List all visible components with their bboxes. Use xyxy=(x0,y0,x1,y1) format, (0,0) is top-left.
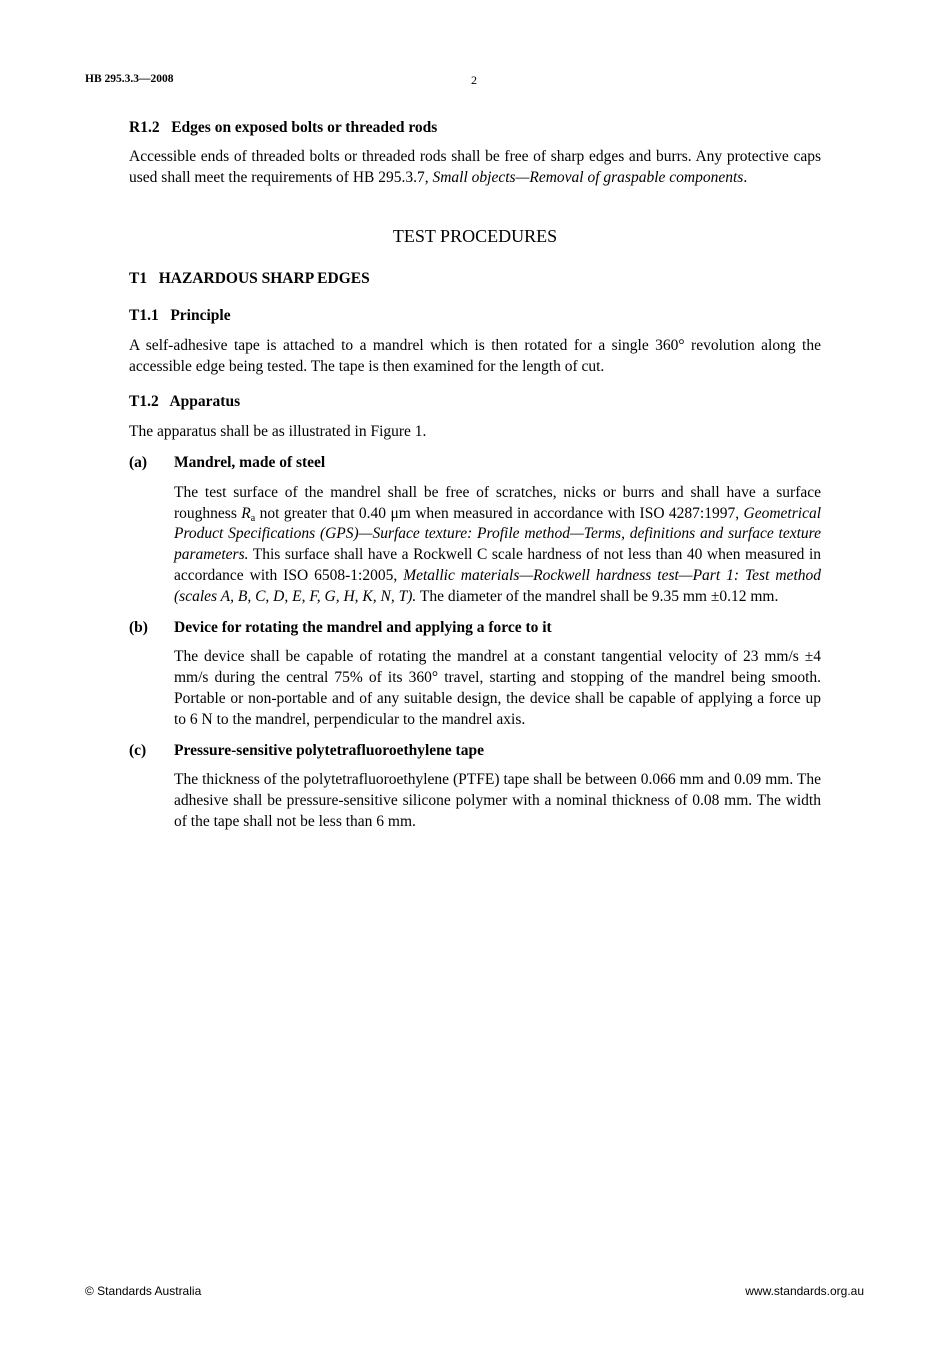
item-c-title: Pressure-sensitive polytetrafluoroethylene tape xyxy=(174,741,484,759)
clause-t12-heading: T1.2 Apparatus xyxy=(129,393,241,411)
apparatus-item-b xyxy=(129,618,821,731)
item-a-text: The test surface of the mandrel shall be free of scratches, nicks or burrs and shall have a surface roughness $R_a$ not greater that 0.40 μm when measured in accordance with ISO 4287:1997, Geometrical Product Specifications (GPS)—Surface texture: Profile method—Terms, definitions and surface texture parameters. This surface shall have a Rockwell C scale hardness of not less than 40 when measured in accordance with ISO 6508-1:2005, Metallic materials—Rockwell hardness test—Part 1: Test method (scales A, B, C, D, E, F, G, H, K, N, T). The diameter of the mandrel shall be 9.35 mm ±0.12 mm. xyxy=(174,483,822,605)
apparatus-item-a xyxy=(129,453,821,608)
clause-t12-text: The apparatus shall be as illustrated in Figure 1. xyxy=(129,423,427,441)
section-title: TEST PROCEDURES xyxy=(392,226,558,247)
clause-r12-text: Accessible ends of threaded bolts or threaded rods shall be free of sharp edges and burrs. Any protective caps used shall meet the requirements of HB 295.3.7, Small objects—Removal of graspable components. xyxy=(129,147,821,186)
clause-r12-heading: R1.2 Edges on exposed bolts or threaded rods xyxy=(129,119,438,136)
page-content xyxy=(129,118,821,843)
item-a-label: (a) xyxy=(129,453,148,471)
footer-copyright: © Standards Australia xyxy=(85,1284,202,1298)
item-c-label: (c) xyxy=(129,741,147,759)
item-b-label: (b) xyxy=(129,618,148,636)
footer-website-link[interactable]: www.standards.org.au xyxy=(745,1284,864,1298)
clause-t1-heading: T1 HAZARDOUS SHARP EDGES xyxy=(129,270,370,288)
item-b-title: Device for rotating the mandrel and applying a force to it xyxy=(174,618,552,636)
clause-t11-text: A self-adhesive tape is attached to a mandrel which is then rotated for a single 360° revolution along the accessible edge being tested. The tape is then examined for the length of cut. xyxy=(129,336,821,375)
clause-t11-heading: T1.1 Principle xyxy=(129,306,231,324)
item-a-title: Mandrel, made of steel xyxy=(174,453,326,471)
page-number: 2 xyxy=(471,73,477,87)
item-c-text: The thickness of the polytetrafluoroethylene (PTFE) tape shall be between 0.066 mm and 0.09 mm. The adhesive shall be pressure-sensitive silicone polymer with a nominal thickness of 0.08 mm. The width of the tape shall not be less than 6 mm. xyxy=(174,771,821,830)
item-b-text: The device shall be capable of rotating the mandrel at a constant tangential velocity of 23 mm/s ±4 mm/s during the central 75% of its 360° travel, starting and stopping of the mandrel being smooth. Portable or non-portable and of any suitable design, the device shall be capable of applying a force up to 6 N to the mandrel, perpendicular to the mandrel axis. xyxy=(174,648,821,728)
document-id: HB 295.3.3—2008 xyxy=(85,73,174,85)
apparatus-item-c xyxy=(129,741,821,833)
